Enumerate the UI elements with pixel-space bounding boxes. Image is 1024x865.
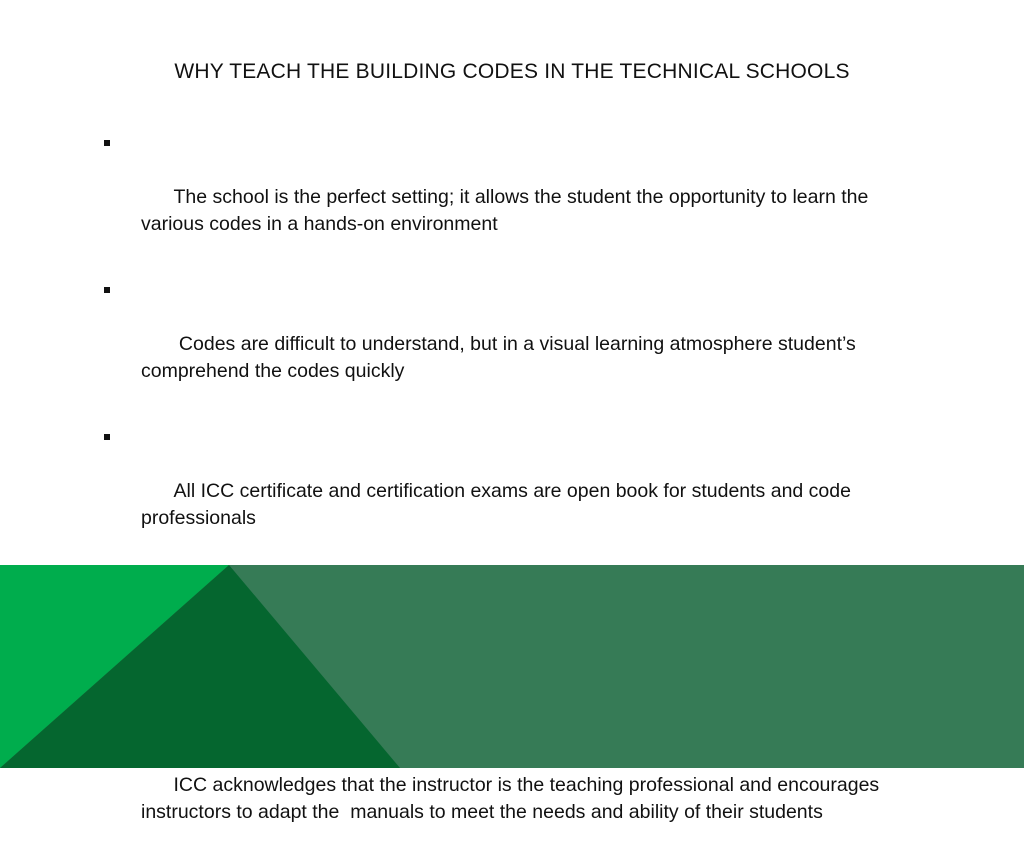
bullet-text: All ICC certificate and certification exams are open book for students and code professionals <box>141 480 857 529</box>
bullet-item <box>100 277 930 412</box>
square-bullet-icon <box>104 287 110 293</box>
slide-title: WHY TEACH THE BUILDING CODES IN THE TECHNICAL SCHOOLS <box>174 60 850 83</box>
decorative-footer-band <box>0 565 1024 768</box>
bullet-item <box>100 424 930 559</box>
bullet-text: The school is the perfect setting; it allows the student the opportunity to learn the various codes in a hands-on environment <box>141 186 874 235</box>
bullet-text: ICC acknowledges that the instructor is the teaching professional and encourages instructors to adapt the manuals to meet the needs and ability of their students <box>141 774 885 823</box>
bullet-item <box>100 130 930 265</box>
square-bullet-icon <box>104 434 110 440</box>
bullet-text: Codes are difficult to understand, but in a visual learning atmosphere student’s comprehend the codes quickly <box>141 333 862 382</box>
square-bullet-icon <box>104 140 110 146</box>
